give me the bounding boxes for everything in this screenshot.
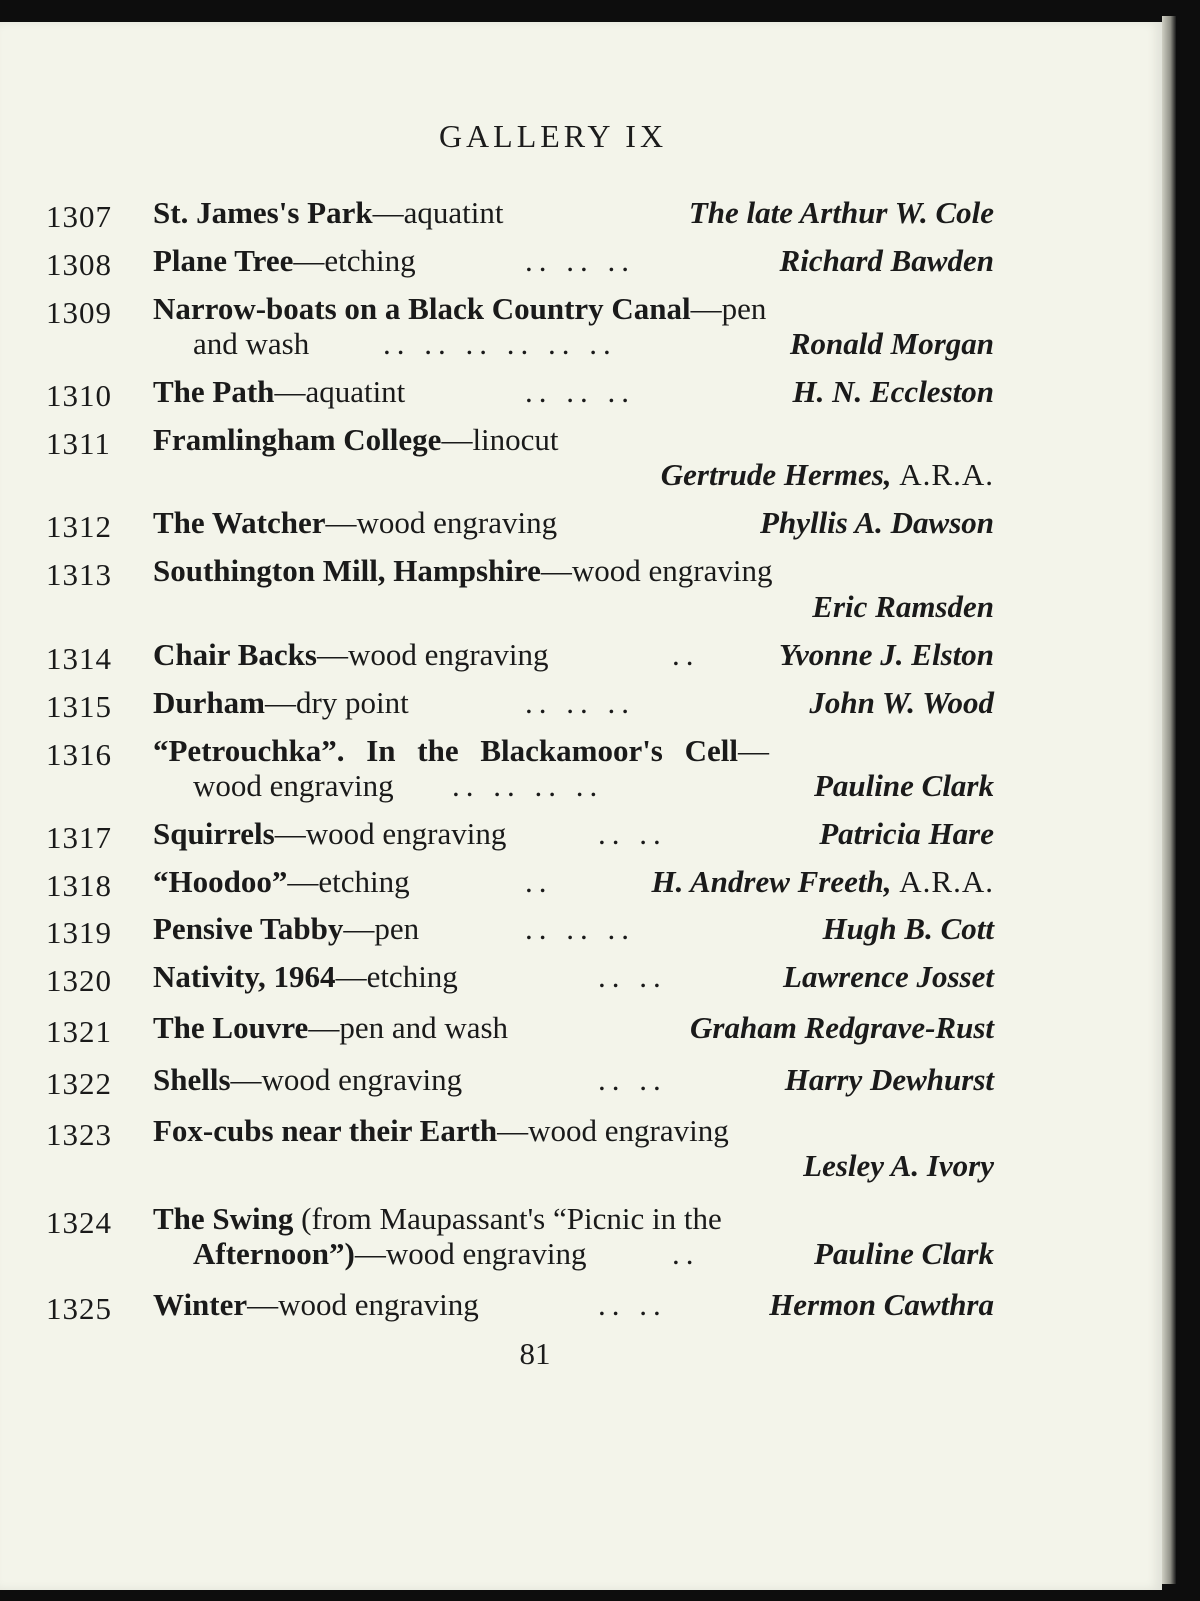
entry-medium: —etching — [293, 243, 416, 278]
entry-medium: (from Maupassant's “Picnic in the — [293, 1201, 722, 1236]
entry-medium-continued: wood engraving — [193, 768, 394, 803]
entry-number: 1308 — [46, 247, 112, 282]
catalogue-entry — [0, 243, 1162, 283]
entry-artist: Pauline Clark — [813, 768, 994, 803]
catalogue-entry-continuation — [0, 768, 1162, 808]
catalogue-entry-continuation — [0, 1236, 1162, 1276]
entry-medium: —etching — [335, 959, 458, 994]
entry-medium: —wood engraving — [325, 505, 558, 540]
entry-medium: —pen — [690, 291, 767, 326]
catalogue-entry — [0, 195, 1162, 235]
entry-title: Winter — [153, 1287, 248, 1322]
entry-number: 1318 — [46, 868, 112, 903]
leader-dots: .. — [525, 864, 553, 899]
entry-title: Southington Mill, Hampshire — [153, 553, 541, 588]
entry-artist: Lesley A. Ivory — [803, 1148, 994, 1183]
catalogue-entry — [0, 1010, 1162, 1050]
entry-number: 1321 — [46, 1014, 112, 1049]
entry-title: Plane Tree — [153, 243, 294, 278]
entry-medium: —aquatint — [372, 195, 504, 230]
leader-dots: .. .. .. — [525, 685, 635, 720]
entry-artist: Gertrude Hermes, — [660, 457, 892, 492]
entry-artist: Patricia Hare — [819, 816, 994, 851]
entry-medium: —aquatint — [274, 374, 406, 409]
entry-medium-continued: —wood engraving — [354, 1236, 587, 1271]
entry-number: 1309 — [46, 295, 112, 330]
entry-number: 1317 — [46, 820, 112, 855]
entry-medium: —etching — [287, 864, 410, 899]
entry-number: 1312 — [46, 509, 112, 544]
entry-number: 1316 — [46, 737, 112, 772]
entry-medium-continued: and wash — [193, 326, 310, 361]
catalogue-entry — [0, 1201, 1162, 1241]
entry-honour: A.R.A. — [899, 864, 994, 899]
entry-number: 1319 — [46, 915, 112, 950]
entry-title: The Louvre — [153, 1010, 309, 1045]
entry-title: Nativity, 1964 — [153, 959, 336, 994]
entry-number: 1311 — [46, 426, 111, 461]
entry-artist: John W. Wood — [809, 685, 994, 720]
entry-title: Durham — [153, 685, 265, 720]
entry-title: Squirrels — [153, 816, 275, 851]
entry-artist: Yvonne J. Elston — [778, 637, 994, 672]
leader-dots: .. — [672, 637, 700, 672]
catalogue-entry-continuation — [0, 457, 1162, 497]
leader-dots: .. .. .. .. .. .. — [383, 326, 617, 361]
catalogue-entry-continuation — [0, 589, 1162, 629]
catalogue-entry — [0, 291, 1162, 331]
catalogue-entry — [0, 816, 1162, 856]
catalogue-entry — [0, 637, 1162, 677]
entry-artist: Harry Dewhurst — [784, 1062, 994, 1097]
catalogue-entry — [0, 864, 1162, 904]
catalogue-entry-continuation — [0, 326, 1162, 366]
entry-medium: —wood engraving — [274, 816, 507, 851]
entry-medium: —wood engraving — [230, 1062, 463, 1097]
leader-dots: .. .. .. — [525, 911, 635, 946]
entry-artist: Pauline Clark — [813, 1236, 994, 1271]
entry-title: “Petrouchka”. In the Blackamoor's Cell — [153, 733, 738, 768]
entry-number: 1310 — [46, 378, 112, 413]
entry-title: The Watcher — [153, 505, 326, 540]
entry-artist: Phyllis A. Dawson — [760, 505, 994, 540]
catalogue-entry — [0, 374, 1162, 414]
entry-number: 1307 — [46, 199, 112, 234]
entry-artist: Lawrence Josset — [783, 959, 994, 994]
entry-title: “Hoodoo” — [153, 864, 288, 899]
entry-number: 1322 — [46, 1066, 112, 1101]
entry-artist: H. N. Eccleston — [792, 374, 994, 409]
catalogue-entry — [0, 1287, 1162, 1327]
entry-artist: Hermon Cawthra — [769, 1287, 994, 1322]
catalogue-entry — [0, 959, 1162, 999]
leader-dots: .. — [672, 1236, 700, 1271]
entry-title: St. James's Park — [153, 195, 373, 230]
entry-medium: — — [738, 733, 769, 768]
leader-dots: .. .. .. .. — [452, 768, 604, 803]
entry-number: 1315 — [46, 689, 112, 724]
leader-dots: .. .. — [598, 816, 667, 851]
entry-number: 1313 — [46, 557, 112, 592]
leader-dots: .. .. — [598, 959, 667, 994]
entry-medium: —pen — [343, 911, 420, 946]
leader-dots: .. .. — [598, 1062, 667, 1097]
catalogue-entry-continuation — [0, 1148, 1162, 1188]
catalogue-entry — [0, 422, 1162, 462]
entry-medium: —linocut — [441, 422, 559, 457]
entry-artist: Hugh B. Cott — [822, 911, 994, 946]
entry-medium: —wood engraving — [316, 637, 549, 672]
entry-number: 1320 — [46, 963, 112, 998]
leader-dots: .. .. .. — [525, 243, 635, 278]
entry-title: Chair Backs — [153, 637, 317, 672]
entry-medium: —dry point — [264, 685, 409, 720]
entry-title: Pensive Tabby — [153, 911, 344, 946]
entry-artist: Graham Redgrave-Rust — [690, 1010, 994, 1045]
entry-number: 1325 — [46, 1291, 112, 1326]
catalogue-entry — [0, 911, 1162, 951]
entry-number: 1314 — [46, 641, 112, 676]
catalogue-entry — [0, 553, 1162, 593]
entry-medium: —wood engraving — [247, 1287, 479, 1322]
entry-artist: Richard Bawden — [779, 243, 994, 278]
entry-medium: —wood engraving — [497, 1113, 729, 1148]
catalogue-entry — [0, 1113, 1162, 1153]
gallery-title: GALLERY IX — [438, 118, 668, 154]
entry-artist: Eric Ramsden — [812, 589, 994, 624]
entry-artist: H. Andrew Freeth, — [651, 864, 892, 899]
entry-number: 1324 — [46, 1205, 112, 1240]
entry-title-continued: Afternoon”) — [193, 1236, 355, 1271]
page-number: 81 — [519, 1336, 551, 1371]
leader-dots: .. .. — [598, 1287, 667, 1322]
catalogue-entry — [0, 505, 1162, 545]
entry-honour: A.R.A. — [899, 457, 994, 492]
entry-title: Narrow-boats on a Black Country Canal — [153, 291, 691, 326]
entry-title: Shells — [153, 1062, 231, 1097]
catalogue-entry — [0, 733, 1162, 773]
leader-dots: .. .. .. — [525, 374, 635, 409]
entry-title: The Path — [153, 374, 275, 409]
catalogue-entry — [0, 685, 1162, 725]
entry-title: Fox-cubs near their Earth — [153, 1113, 498, 1148]
entry-artist: Ronald Morgan — [789, 326, 994, 361]
entry-title: Framlingham College — [153, 422, 442, 457]
catalogue-entry — [0, 1062, 1162, 1102]
entry-medium: —pen and wash — [308, 1010, 509, 1045]
entry-artist: The late Arthur W. Cole — [688, 195, 994, 230]
entry-title: The Swing — [153, 1201, 294, 1236]
entry-medium: —wood engraving — [540, 553, 773, 588]
page-edge — [1162, 16, 1176, 1584]
entry-number: 1323 — [46, 1117, 112, 1152]
